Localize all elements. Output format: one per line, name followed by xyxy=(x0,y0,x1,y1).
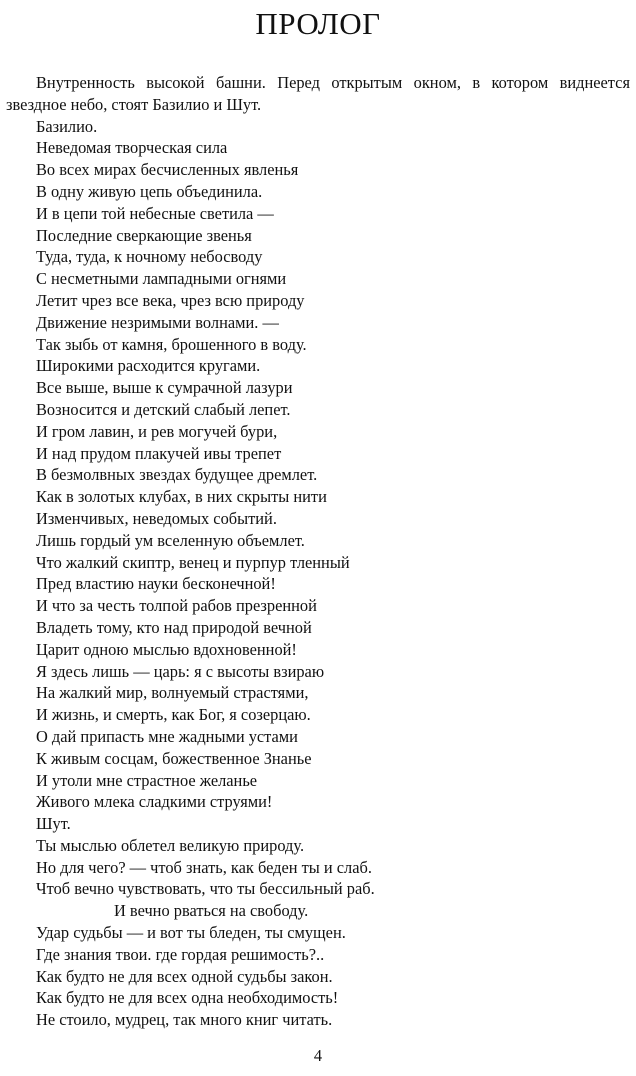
verse-line: Широкими расходится кругами. xyxy=(36,356,261,376)
verse-line: На жалкий мир, волнуемый страстями, xyxy=(36,683,309,703)
verse-line: Лишь гордый ум вселенную объемлет. xyxy=(36,530,305,550)
verse-line: Царит одною мыслью вдохновенной! xyxy=(36,639,297,659)
verse-line: И жизнь, и смерть, как Бог, я созерцаю. xyxy=(36,705,311,725)
verse-line: Что жалкий скиптр, венец и пурпур тленный xyxy=(36,552,350,572)
verse-line: Где знания твои. где гордая решимость?.. xyxy=(36,944,325,964)
verse-line: Движение незримыми волнами. — xyxy=(36,312,279,332)
verse-line: И в цепи той небесные светила — xyxy=(36,203,274,223)
verse-line: И утоли мне страстное желанье xyxy=(36,770,258,790)
verse-line: Не стоило, мудрец, так много книг читать. xyxy=(36,1010,333,1030)
verse-line: Но для чего? — чтоб знать, как беден ты и слаб. xyxy=(36,857,372,877)
verse-line: Как будто не для всех одна необходимость! xyxy=(36,988,339,1008)
verse-line: Как будто не для всех одной судьбы закон. xyxy=(36,966,333,986)
verse-block xyxy=(0,116,636,1031)
verse-line: О дай припасть мне жадными устами xyxy=(36,726,298,746)
verse-line: Изменчивых, неведомых событий. xyxy=(36,508,277,528)
stage-direction: Внутренность высокой башни. Перед открытым окном, в котором виднеется звездное небо, стоят Базилио и Шут. xyxy=(6,73,630,114)
verse-line: Владеть тому, кто над природой вечной xyxy=(36,617,312,637)
verse-line: С несметными лампадными огнями xyxy=(36,269,287,289)
verse-line: Удар судьбы — и вот ты бледен, ты смущен. xyxy=(36,923,346,943)
verse-line: В одну живую цепь объединила. xyxy=(36,181,263,201)
verse-line: К живым сосцам, божественное Знанье xyxy=(36,748,312,768)
verse-line: В безмолвных звездах будущее дремлет. xyxy=(36,465,318,485)
verse-line: Все выше, выше к сумрачной лазури xyxy=(36,378,293,398)
page-number: 4 xyxy=(313,1046,323,1065)
verse-line: Во всех мирах бесчисленных явленья xyxy=(36,160,299,180)
verse-line: Как в золотых клубах, в них скрыты нити xyxy=(36,487,327,507)
verse-line: И что за честь толпой рабов презренной xyxy=(36,596,317,616)
verse-line: Последние сверкающие звенья xyxy=(36,225,252,245)
verse-line: И над прудом плакучей ивы трепет xyxy=(36,443,282,463)
verse-line: Живого млека сладкими струями! xyxy=(36,792,273,812)
verse-line: Возносится и детский слабый лепет. xyxy=(36,399,291,419)
verse-line: Пред властию науки бесконечной! xyxy=(36,574,276,594)
verse-line: Чтоб вечно чувствовать, что ты бессильный раб. xyxy=(36,879,375,899)
verse-line: Я здесь лишь — царь: я с высоты взираю xyxy=(36,661,325,681)
verse-line: И вечно рваться на свободу. xyxy=(114,901,309,921)
verse-line: Базилио. xyxy=(36,116,98,136)
page-body xyxy=(0,72,636,1031)
page-title: ПРОЛОГ xyxy=(255,6,381,41)
verse-line: Так зыбь от камня, брошенного в воду. xyxy=(36,334,307,354)
verse-line: И гром лавин, и рев могучей бури, xyxy=(36,421,278,441)
verse-line: Неведомая творческая сила xyxy=(36,138,228,158)
verse-line: Летит чрез все века, чрез всю природу xyxy=(36,290,305,310)
verse-line: Шут. xyxy=(36,814,71,834)
verse-line: Туда, туда, к ночному небосводу xyxy=(36,247,263,267)
verse-line: Ты мыслью облетел великую природу. xyxy=(36,835,305,855)
